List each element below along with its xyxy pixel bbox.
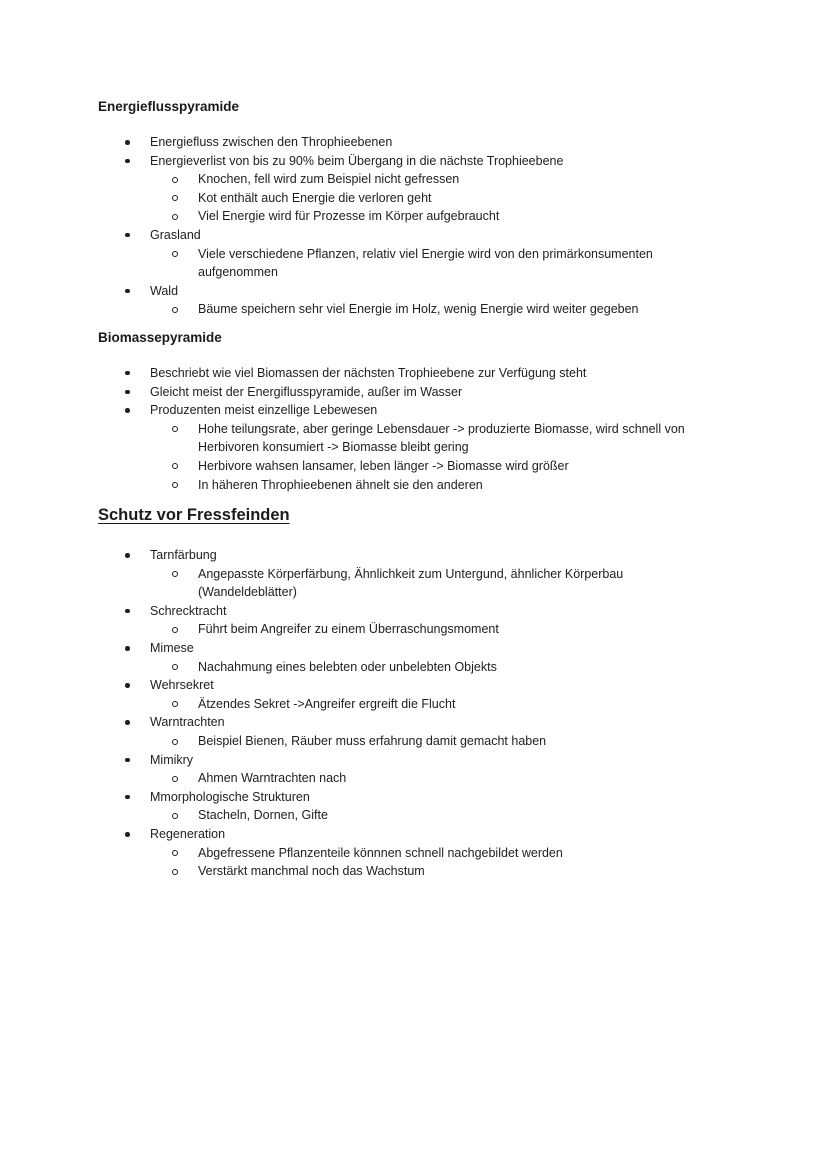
bullet-column <box>172 844 198 857</box>
sub-list-item-text: Viele verschiedene Pflanzen, relativ viel Energie wird von den primärkonsumenten aufgenommen <box>198 246 653 280</box>
bullet-column <box>125 152 150 164</box>
sub-list-item <box>98 207 693 226</box>
sub-list-item <box>98 300 693 319</box>
sub-list-item-text: Bäume speichern sehr viel Energie im Holz, wenig Energie wird weiter gegeben <box>198 302 639 317</box>
bullet-circle-icon <box>172 482 178 488</box>
bullet-column <box>172 769 198 782</box>
bullet-column <box>125 825 150 837</box>
list-item <box>98 639 693 658</box>
list-item <box>98 546 693 565</box>
bullet-circle-icon <box>172 869 178 875</box>
sub-list-item-text: Ahmen Warntrachten nach <box>198 771 347 786</box>
bullet-column <box>172 207 198 220</box>
bullet-disc-icon <box>125 553 130 558</box>
bullet-column <box>172 300 198 313</box>
sub-list-item <box>98 245 693 282</box>
bullet-circle-icon <box>172 307 178 313</box>
bullet-circle-icon <box>172 195 178 201</box>
sub-list-item-text: Verstärkt manchmal noch das Wachstum <box>198 864 425 879</box>
bullet-column <box>172 806 198 819</box>
bullet-disc-icon <box>125 289 130 294</box>
sub-list-item-text: Angepasste Körperfärbung, Ähnlichkeit zum Untergund, ähnlicher Körperbau (Wandeldeblätter) <box>198 566 624 600</box>
bullet-column <box>172 565 198 578</box>
list-item-text: Energiefluss zwischen den Throphieebenen <box>150 135 393 149</box>
sub-list-item-text: Viel Energie wird für Prozesse im Körper aufgebraucht <box>198 209 500 224</box>
bullet-circle-icon <box>172 664 178 670</box>
sub-list-item <box>98 862 693 881</box>
bullet-column <box>125 788 150 800</box>
list-item <box>98 133 693 152</box>
list-item-text: Tarnfärbung <box>150 548 217 563</box>
list-item-text: Wehrsekret <box>150 678 214 693</box>
list-item <box>98 825 693 844</box>
list-item <box>98 364 693 383</box>
list-item-text: Produzenten meist einzellige Lebewesen <box>150 403 378 418</box>
bullet-column <box>172 620 198 633</box>
bullet-column <box>172 457 198 470</box>
bullet-column <box>172 245 198 258</box>
bullet-column <box>125 639 150 651</box>
bullet-disc-icon <box>125 832 130 837</box>
bullet-circle-icon <box>172 776 178 782</box>
bullet-column <box>172 170 198 183</box>
list-item <box>98 401 693 420</box>
bullet-column <box>172 862 198 875</box>
list-item-text: Warntrachten <box>150 715 225 730</box>
bullet-column <box>172 420 198 433</box>
bullet-column <box>125 133 150 145</box>
bullet-circle-icon <box>172 850 178 856</box>
sub-list-item <box>98 170 693 189</box>
list-item-text: Grasland <box>150 227 201 242</box>
sub-list-item-text: Nachahmung eines belebten oder unbelebten Objekts <box>198 659 497 674</box>
sub-list-item <box>98 565 693 602</box>
bullet-circle-icon <box>172 177 178 183</box>
sub-list-item <box>98 420 693 457</box>
bullet-circle-icon <box>172 571 178 577</box>
bullet-circle-icon <box>172 813 178 819</box>
list-item-text: Mimikry <box>150 752 194 767</box>
bullet-column <box>125 751 150 763</box>
list-item-text: Mmorphologische Strukturen <box>150 789 310 804</box>
bullet-disc-icon <box>125 795 130 800</box>
sub-list-item <box>98 732 693 751</box>
bullet-circle-icon <box>172 739 178 745</box>
bullet-circle-icon <box>172 701 178 707</box>
sub-list-item <box>98 806 693 825</box>
bullet-circle-icon <box>172 426 178 432</box>
list-item <box>98 383 693 402</box>
sub-list-item-text: Führt beim Angreifer zu einem Überraschungsmoment <box>198 622 499 637</box>
sub-list-item-text: Abgefressene Pflanzenteile könnnen schnell nachgebildet werden <box>198 845 563 860</box>
bullet-column <box>125 226 150 238</box>
list-item-text: Wald <box>150 283 179 298</box>
bullet-column <box>172 732 198 745</box>
bullet-disc-icon <box>125 720 130 725</box>
bullet-column <box>172 695 198 708</box>
bullet-column <box>125 364 150 376</box>
sub-list-item <box>98 695 693 714</box>
bullet-column <box>125 401 150 413</box>
bullet-circle-icon <box>172 251 178 257</box>
section-biomassepyramide <box>98 329 693 494</box>
sub-list-item <box>98 476 693 495</box>
bullet-column <box>125 546 150 558</box>
list-item <box>98 676 693 695</box>
bullet-circle-icon <box>172 627 178 633</box>
bullet-disc-icon <box>125 390 130 395</box>
bullet-disc-icon <box>125 159 130 164</box>
sub-list-item <box>98 189 693 208</box>
list-item-text: Regeneration <box>150 827 226 841</box>
sub-list-item-text: Ätzendes Sekret ->Angreifer ergreift die Flucht <box>198 696 456 711</box>
bullet-column <box>125 282 150 294</box>
bullet-column <box>125 602 150 614</box>
list-item <box>98 751 693 770</box>
bullet-column <box>125 676 150 688</box>
list-item-text: Energieverlist von bis zu 90% beim Übergang in die nächste Trophieebene <box>150 153 564 168</box>
bullet-disc-icon <box>125 646 130 651</box>
bullet-column <box>125 383 150 395</box>
bullet-circle-icon <box>172 214 178 220</box>
sub-list-item-text: Hohe teilungsrate, aber geringe Lebensdauer -> produzierte Biomasse, wird schnell von Herbivoren konsumiert -> Biomasse bleibt gering <box>198 421 685 455</box>
bullet-disc-icon <box>125 408 130 413</box>
sub-list-item <box>98 620 693 639</box>
bullet-disc-icon <box>125 609 130 614</box>
section-energieflusspyramide <box>98 98 693 319</box>
bullet-disc-icon <box>125 758 130 763</box>
sub-list-item-text: In häheren Throphieebenen ähnelt sie den anderen <box>198 477 483 492</box>
sub-list-item <box>98 769 693 788</box>
list-item <box>98 226 693 245</box>
bullet-circle-icon <box>172 463 178 469</box>
document-content <box>98 98 693 881</box>
section-heading-energieflusspyramide: Energieflusspyramide <box>98 99 240 114</box>
list-item-text: Schrecktracht <box>150 603 227 618</box>
list-item <box>98 282 693 301</box>
bullet-disc-icon <box>125 233 130 238</box>
bullet-column <box>172 658 198 671</box>
sub-list-item-text: Knochen, fell wird zum Beispiel nicht gefressen <box>198 172 460 187</box>
section-heading-biomassepyramide: Biomassepyramide <box>98 329 222 345</box>
sub-list-item <box>98 658 693 677</box>
list-item <box>98 788 693 807</box>
bullet-disc-icon <box>125 140 130 145</box>
sub-list-item <box>98 457 693 476</box>
sub-list-item-text: Herbivore wahsen lansamer, leben länger -> Biomasse wird größer <box>198 458 569 473</box>
sub-list-item <box>98 844 693 863</box>
bullet-disc-icon <box>125 683 130 688</box>
bullet-column <box>172 189 198 202</box>
sub-list-item-text: Kot enthält auch Energie die verloren geht <box>198 190 432 205</box>
section-heading-schutz-vor-fressfeinden: Schutz vor Fressfeinden <box>98 506 290 525</box>
list-item <box>98 713 693 732</box>
bullet-disc-icon <box>125 371 130 376</box>
section-schutz-vor-fressfeinden <box>98 504 693 881</box>
list-item-text: Mimese <box>150 641 194 656</box>
sub-list-item-text: Stacheln, Dornen, Gifte <box>198 808 328 823</box>
list-item <box>98 602 693 621</box>
bullet-column <box>172 476 198 489</box>
list-item-text: Gleicht meist der Energiflusspyramide, außer im Wasser <box>150 384 463 399</box>
sub-list-item-text: Beispiel Bienen, Räuber muss erfahrung damit gemacht haben <box>198 734 547 749</box>
bullet-column <box>125 713 150 725</box>
list-item-text: Beschriebt wie viel Biomassen der nächsten Trophieebene zur Verfügung steht <box>150 365 587 380</box>
list-item <box>98 152 693 171</box>
